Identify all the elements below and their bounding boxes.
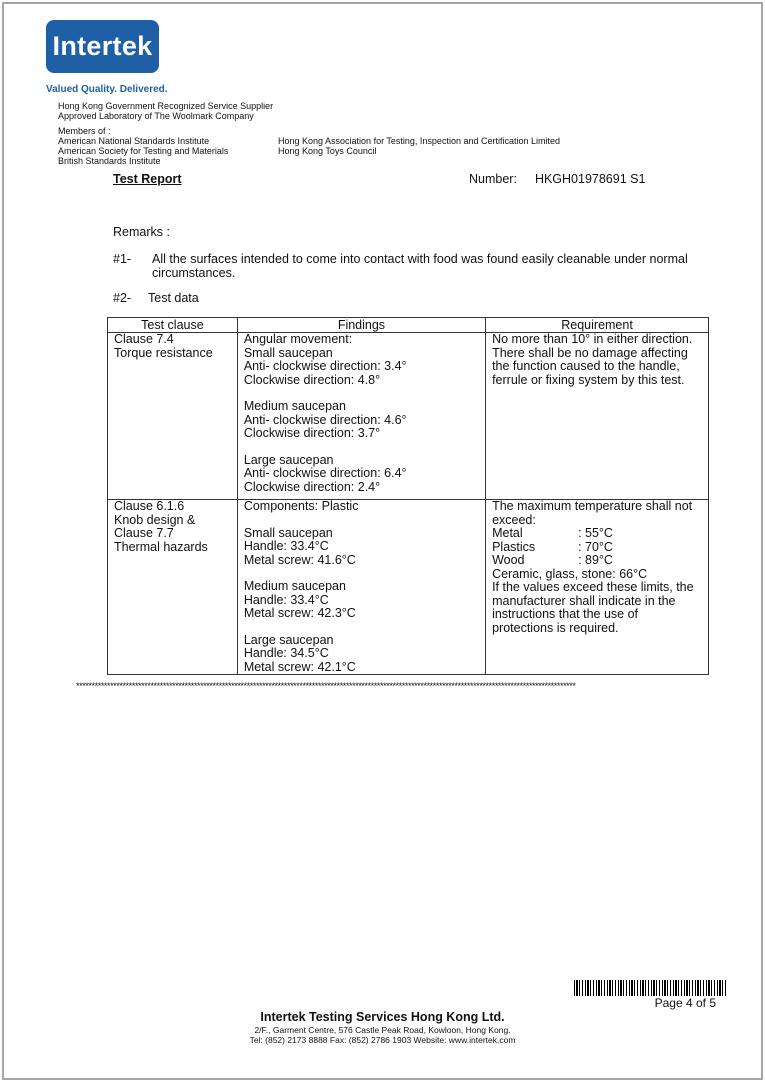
finding-line: Metal screw: 42.1°C bbox=[243, 659, 356, 674]
finding-line: Clockwise direction: 4.8° bbox=[243, 372, 381, 387]
requirement-line: instructions that the use of bbox=[492, 607, 638, 621]
finding-line: Metal screw: 42.3°C bbox=[243, 606, 356, 620]
end-of-report-separator: ***************************************************************************************************************************************************************** bbox=[76, 682, 576, 691]
finding-line: Large saucepan bbox=[243, 632, 334, 647]
table-row bbox=[108, 500, 709, 675]
report-title: Test Report bbox=[113, 172, 182, 186]
finding-line: Angular movement: bbox=[243, 332, 353, 346]
barcode bbox=[574, 980, 728, 996]
limit-material: Plastics bbox=[492, 539, 536, 554]
limit-value: : 70°C bbox=[578, 539, 613, 554]
finding-line: Small saucepan bbox=[243, 345, 333, 360]
footer-company: Intertek Testing Services Hong Kong Ltd. bbox=[260, 1010, 505, 1024]
member-hktc: Hong Kong Toys Council bbox=[278, 146, 377, 156]
finding-line: Handle: 34.5°C bbox=[243, 646, 329, 660]
header-line-2: Approved Laboratory of The Woolmark Company bbox=[58, 111, 254, 121]
finding-line: Anti- clockwise direction: 6.4° bbox=[243, 466, 407, 480]
limit-plastics bbox=[492, 541, 702, 555]
finding-line: Metal screw: 41.6°C bbox=[243, 552, 356, 567]
table-row bbox=[108, 333, 709, 500]
footer-address: 2/F., Garment Centre, 576 Castle Peak Road, Kowloon, Hong Kong. bbox=[254, 1025, 511, 1035]
report-number-block bbox=[469, 172, 645, 186]
finding-line: Large saucepan bbox=[243, 452, 334, 467]
table-header-row bbox=[108, 318, 709, 333]
limit-material: Metal bbox=[492, 526, 523, 540]
clause-line: Thermal hazards bbox=[114, 539, 208, 554]
clause-line: Knob design & bbox=[114, 512, 196, 527]
limit-material: Wood bbox=[492, 553, 525, 567]
findings-cell bbox=[237, 500, 485, 675]
header-line-1: Hong Kong Government Recognized Service Supplier bbox=[58, 101, 274, 111]
requirement-line: There shall be no damage affecting bbox=[492, 345, 688, 360]
member-hkatic: Hong Kong Association for Testing, Inspection and Certification Limited bbox=[278, 136, 560, 146]
tagline: Valued Quality. Delivered. bbox=[46, 84, 168, 95]
requirement-cell bbox=[486, 333, 709, 500]
test-data-table bbox=[107, 317, 709, 675]
finding-line: Handle: 33.4°C bbox=[243, 539, 329, 553]
requirement-cell bbox=[486, 500, 709, 675]
footer-contact: Tel: (852) 2173 8888 Fax: (852) 2786 1903 Website: www.intertek.com bbox=[249, 1035, 516, 1045]
limit-value: : 89°C bbox=[578, 553, 613, 567]
finding-line: Clockwise direction: 2.4° bbox=[243, 479, 381, 494]
clause-line: Clause 7.4 bbox=[114, 332, 174, 346]
requirement-line: If the values exceed these limits, the bbox=[492, 580, 694, 594]
header-requirement: Requirement bbox=[486, 318, 709, 333]
remark-2-text: Test data bbox=[148, 291, 199, 305]
requirement-line: the function caused to the handle, bbox=[492, 359, 680, 373]
limit-metal bbox=[492, 527, 702, 541]
finding-line: Clockwise direction: 3.7° bbox=[243, 426, 381, 440]
clause-line: Clause 7.7 bbox=[114, 526, 174, 540]
report-number: HKGH01978691 S1 bbox=[534, 172, 646, 186]
finding-line: Anti- clockwise direction: 4.6° bbox=[243, 412, 407, 427]
remark-1-text: All the surfaces intended to come into contact with food was found easily cleanable under normal circumstances. bbox=[152, 252, 688, 280]
finding-line: Handle: 33.4°C bbox=[243, 592, 329, 607]
intertek-logo bbox=[46, 20, 159, 73]
member-bsi: British Standards Institute bbox=[58, 156, 161, 166]
limit-wood bbox=[492, 554, 702, 568]
requirement-line: Ceramic, glass, stone: 66°C bbox=[492, 566, 648, 581]
clause-cell bbox=[108, 500, 238, 675]
remark-2-tag: #2- bbox=[113, 291, 132, 305]
requirement-line: No more than 10° in either direction. bbox=[492, 332, 693, 346]
members-label: Members of : bbox=[58, 126, 111, 136]
finding-line: Components: Plastic bbox=[243, 499, 359, 513]
requirement-line: manufacturer shall indicate in the bbox=[492, 593, 676, 608]
finding-line: Small saucepan bbox=[243, 525, 333, 540]
header-findings: Findings bbox=[237, 318, 485, 333]
finding-line: Anti- clockwise direction: 3.4° bbox=[243, 359, 407, 373]
finding-line: Medium saucepan bbox=[243, 579, 346, 593]
limit-value: : 55°C bbox=[578, 526, 613, 540]
member-astm: American Society for Testing and Materials bbox=[58, 146, 229, 156]
requirement-line: ferrule or fixing system by this test. bbox=[492, 372, 685, 387]
clause-cell bbox=[108, 333, 238, 500]
remark-1-tag: #1- bbox=[113, 252, 132, 266]
logo-text: Intertek bbox=[52, 31, 153, 61]
clause-line: Clause 6.1.6 bbox=[114, 499, 185, 513]
remarks-label: Remarks : bbox=[113, 225, 170, 239]
finding-line: Medium saucepan bbox=[243, 399, 346, 413]
page-number: Page 4 of 5 bbox=[654, 996, 716, 1010]
clause-line: Torque resistance bbox=[114, 345, 213, 360]
requirement-line: exceed: bbox=[492, 512, 536, 527]
requirement-line: protections is required. bbox=[492, 620, 619, 635]
number-label: Number: bbox=[469, 172, 517, 186]
member-ansi: American National Standards Institute bbox=[58, 136, 210, 146]
requirement-line: The maximum temperature shall not bbox=[492, 499, 693, 513]
header-test-clause: Test clause bbox=[108, 318, 238, 333]
findings-cell bbox=[237, 333, 485, 500]
